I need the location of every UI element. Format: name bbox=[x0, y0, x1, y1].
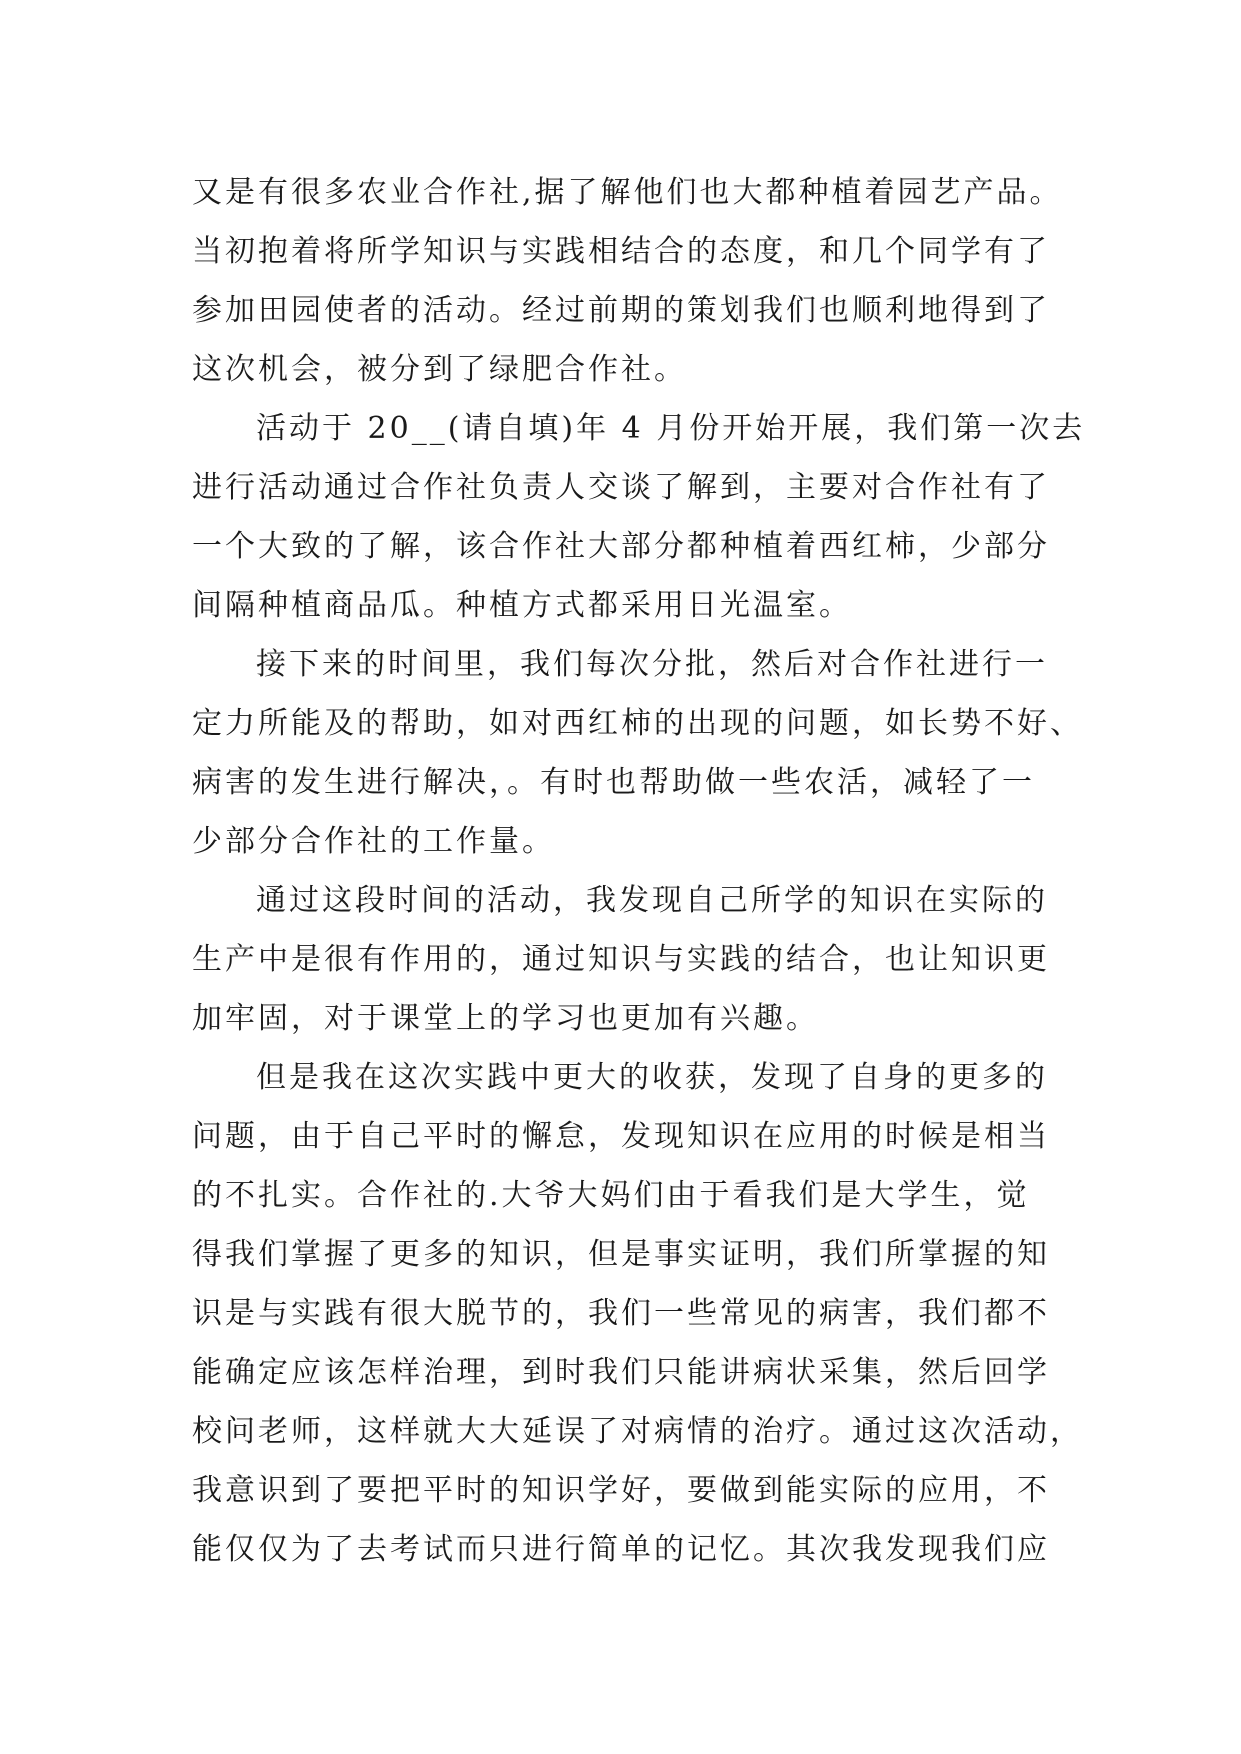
text-line: 一个大致的了解，该合作社大部分都种植着西红柿，少部分 bbox=[192, 529, 1050, 564]
text-line: 的不扎实。合作社的.大爷大妈们由于看我们是大学生，觉 bbox=[192, 1178, 1030, 1213]
text-line: 通过这段时间的活动，我发现自己所学的知识在实际的 bbox=[256, 883, 1048, 918]
text-line: 能仅仅为了去考试而只进行简单的记忆。其次我发现我们应 bbox=[192, 1532, 1050, 1567]
text-line: 生产中是很有作用的，通过知识与实践的结合，也让知识更 bbox=[192, 942, 1050, 977]
text-line: 参加田园使者的活动。经过前期的策划我们也顺利地得到了 bbox=[192, 293, 1050, 328]
text-line: 少部分合作社的工作量。 bbox=[192, 824, 555, 859]
text-line: 校问老师，这样就大大延误了对病情的治疗。通过这次活动， bbox=[192, 1414, 1083, 1449]
text-line: 定力所能及的帮助，如对西红柿的出现的问题，如长势不好、 bbox=[192, 706, 1083, 741]
text-line: 间隔种植商品瓜。种植方式都采用日光温室。 bbox=[192, 588, 852, 623]
text-line: 又是有很多农业合作社,据了解他们也大都种植着园艺产品。 bbox=[192, 175, 1063, 210]
text-line: 能确定应该怎样治理，到时我们只能讲病状采集，然后回学 bbox=[192, 1355, 1050, 1390]
text-line: 但是我在这次实践中更大的收获，发现了自身的更多的 bbox=[256, 1060, 1048, 1095]
text-line: 病害的发生进行解决，。有时也帮助做一些农活，减轻了一 bbox=[192, 765, 1035, 800]
text-line: 接下来的时间里，我们每次分批，然后对合作社进行一 bbox=[256, 647, 1048, 682]
text-line: 得我们掌握了更多的知识，但是事实证明，我们所掌握的知 bbox=[192, 1237, 1050, 1272]
text-line: 当初抱着将所学知识与实践相结合的态度，和几个同学有了 bbox=[192, 234, 1050, 269]
text-line: 我意识到了要把平时的知识学好，要做到能实际的应用，不 bbox=[192, 1473, 1050, 1508]
text-line: 识是与实践有很大脱节的，我们一些常见的病害，我们都不 bbox=[192, 1296, 1050, 1331]
text-line: 活动于 20__(请自填)年 4 月份开始开展，我们第一次去 bbox=[256, 411, 1086, 446]
text-line: 加牢固，对于课堂上的学习也更加有兴趣。 bbox=[192, 1001, 819, 1036]
text-line: 问题，由于自己平时的懈怠，发现知识在应用的时候是相当 bbox=[192, 1119, 1050, 1154]
text-line: 进行活动通过合作社负责人交谈了解到，主要对合作社有了 bbox=[192, 470, 1050, 505]
document-body bbox=[192, 163, 1092, 1579]
text-line: 这次机会，被分到了绿肥合作社。 bbox=[192, 352, 687, 387]
